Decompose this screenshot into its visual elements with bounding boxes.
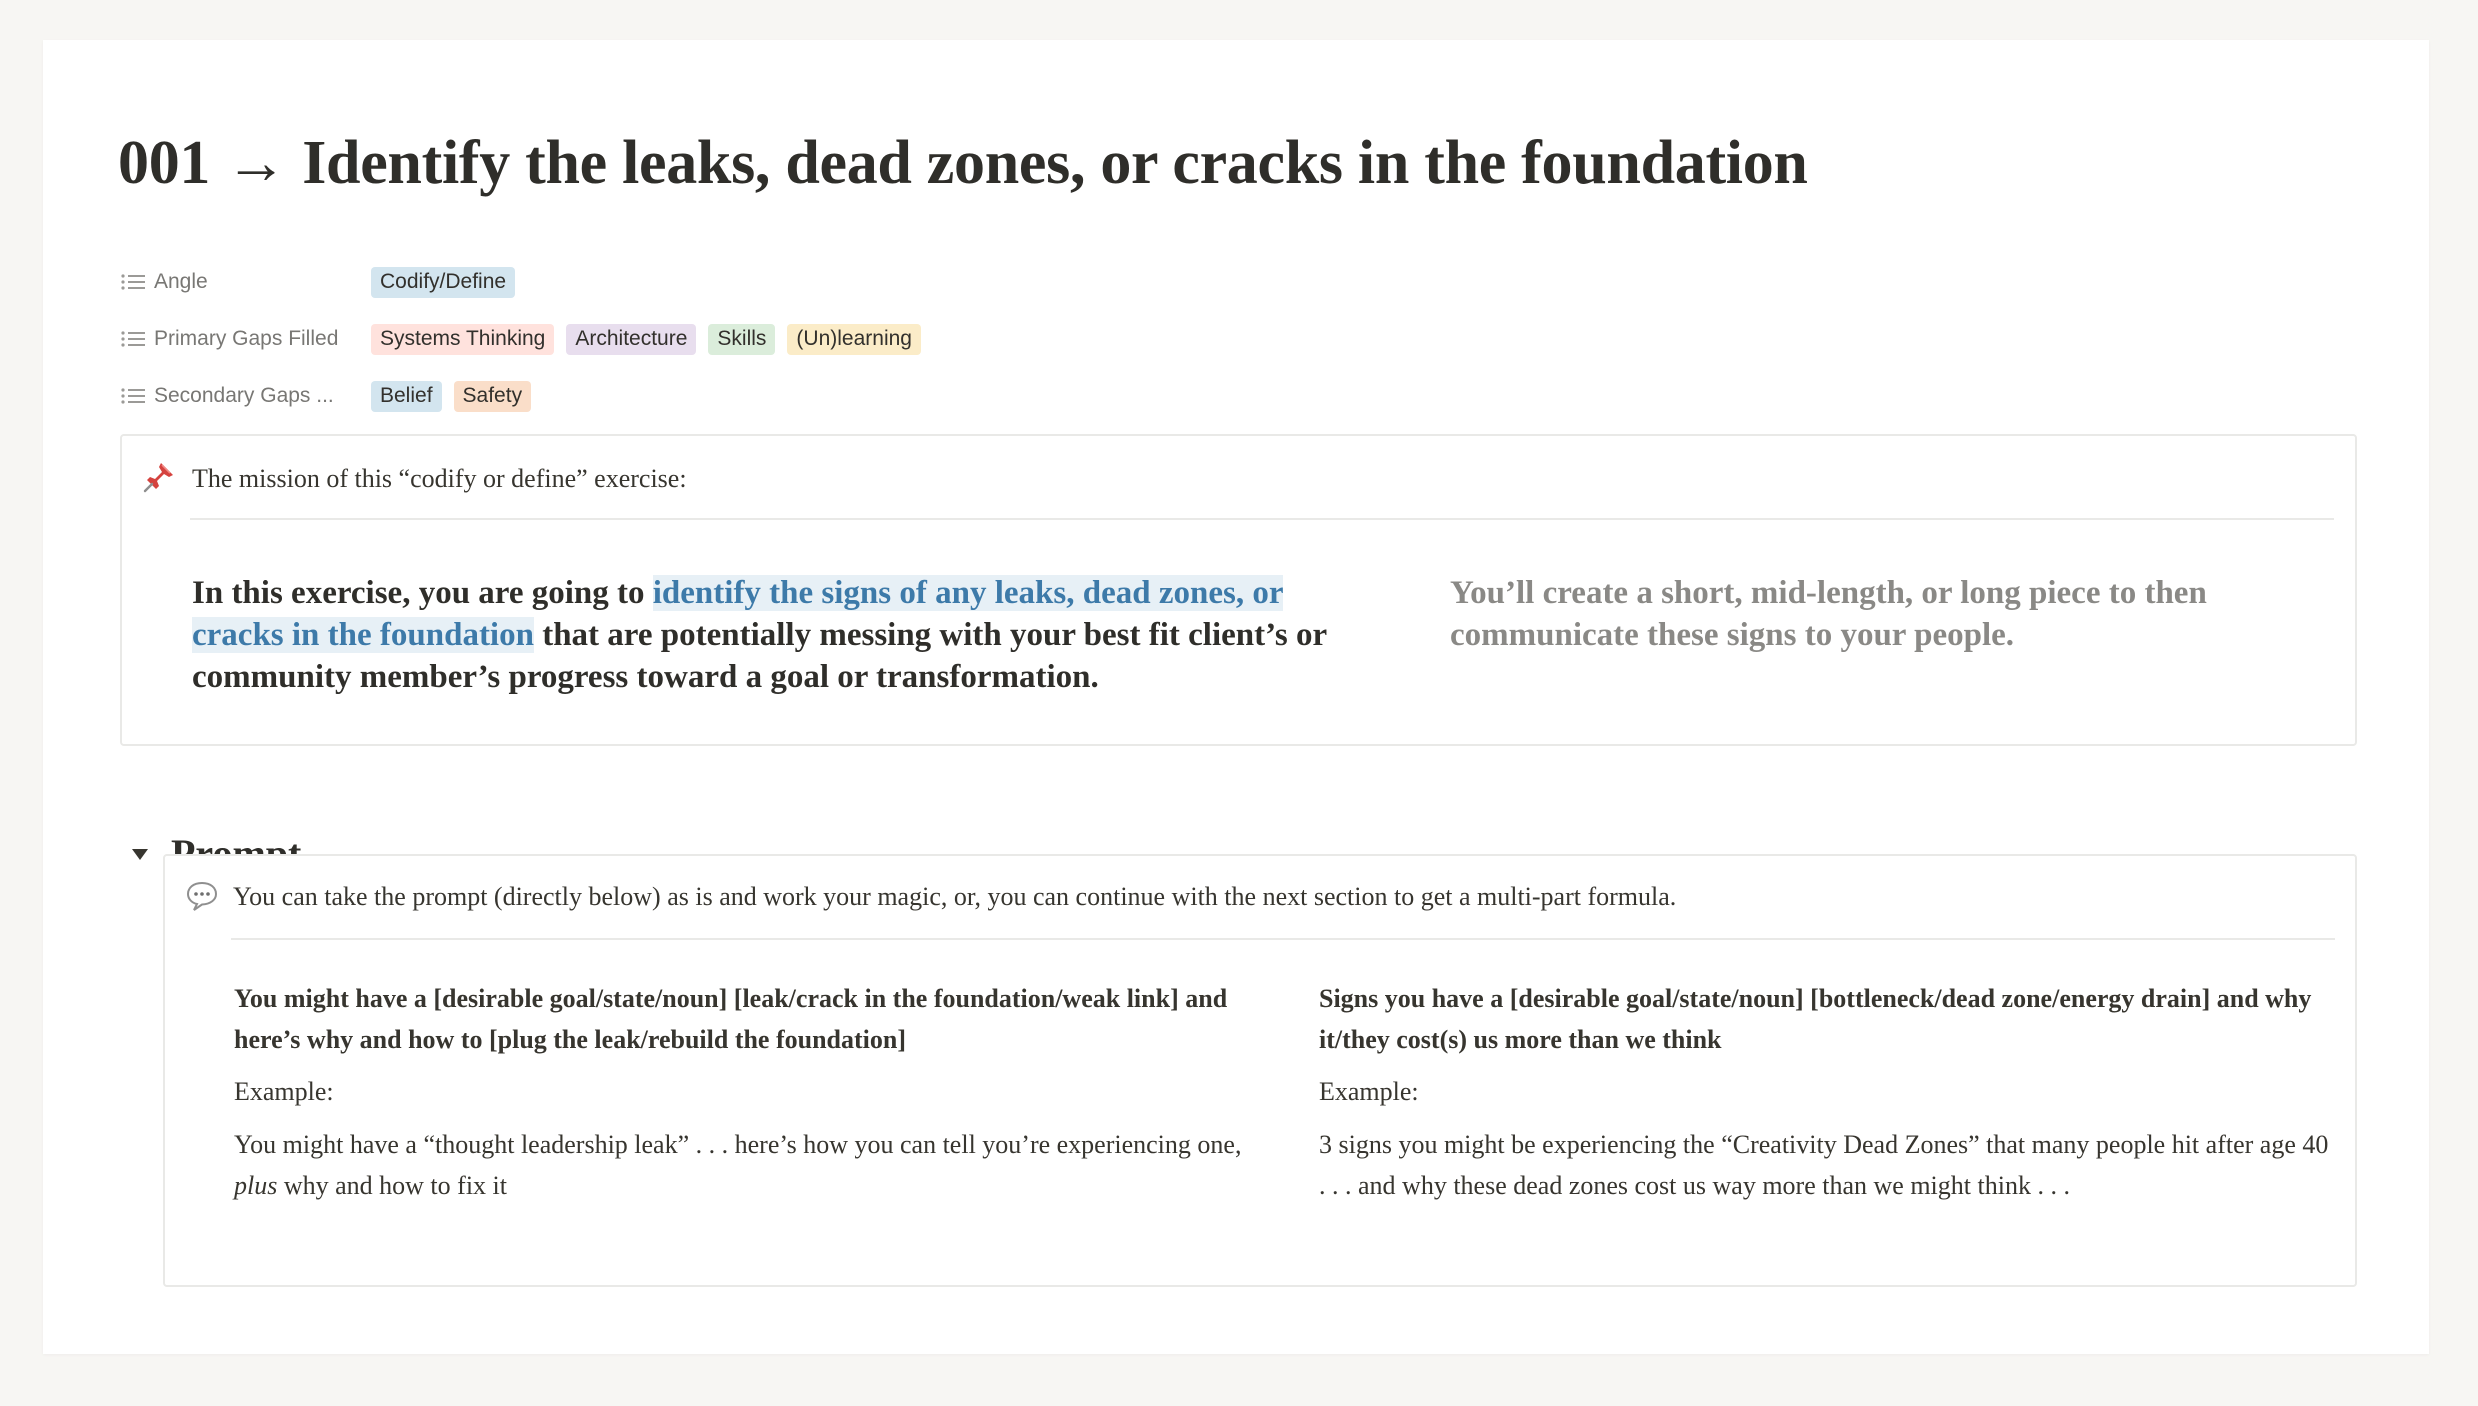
example-emphasis: plus [234, 1171, 278, 1200]
formula-text: Signs you have a [desirable goal/state/noun] [bottleneck/dead zone/energy drain] and why it/they cost(s) us more than we think [1319, 984, 2312, 1054]
example-label: Example: [234, 1077, 334, 1106]
mission-callout [120, 434, 2357, 746]
tag-safety: Safety [454, 381, 532, 412]
example-prefix: You might have a “thought leadership leak” . . . here’s how you can tell you’re experiencing one, [234, 1130, 1242, 1159]
tag-unlearning: (Un)learning [787, 324, 921, 355]
formula-text: You might have a [desirable goal/state/noun] [leak/crack in the foundation/weak link] and here’s why and how to [plug the leak/rebuild the foundation] [234, 984, 1228, 1054]
tag-skills: Skills [708, 324, 775, 355]
property-angle [118, 262, 921, 302]
property-key-label: Secondary Gaps ... [154, 384, 334, 407]
prompt-formula-right [1319, 978, 2329, 1206]
page-properties [118, 262, 921, 433]
triangle-down-icon[interactable] [129, 844, 151, 864]
divider [231, 938, 2335, 940]
example-label: Example: [1319, 1077, 1419, 1106]
example-suffix: why and how to fix it [277, 1171, 507, 1200]
tag-systems-thinking: Systems Thinking [371, 324, 554, 355]
example-text [234, 1124, 1254, 1206]
list-icon [120, 386, 146, 406]
property-primary-gaps [118, 319, 921, 359]
property-key[interactable] [118, 327, 371, 351]
property-value[interactable] [371, 324, 921, 355]
pushpin-icon[interactable] [142, 460, 176, 494]
notion-page [43, 40, 2429, 1354]
list-icon [120, 329, 146, 349]
callout-heading: You can take the prompt (directly below) as is and work your magic, or, you can continue with the next section to get a multi-part formula. [233, 882, 1677, 911]
tag-belief: Belief [371, 381, 442, 412]
mission-suffix: that are potentially messing with your best fit client’s or community member’s progress toward a goal or transformation. [192, 617, 1327, 695]
property-key[interactable] [118, 270, 371, 294]
page-title: 001 → Identify the leaks, dead zones, or cracks in the foundation [118, 129, 1808, 197]
prompt-formula-left [234, 978, 1254, 1206]
property-key-label: Angle [154, 270, 208, 293]
callout-heading: The mission of this “codify or define” exercise: [192, 464, 687, 493]
mission-highlight: identify the signs of any leaks, dead zones, or cracks in the foundation [192, 575, 1284, 653]
property-key-label: Primary Gaps Filled [154, 327, 339, 350]
mission-statement [192, 572, 1382, 698]
prompt-callout [163, 854, 2357, 1287]
property-value[interactable] [371, 381, 531, 412]
property-key[interactable] [118, 384, 371, 408]
mission-prefix: In this exercise, you are going to [192, 575, 653, 611]
speech-bubble-icon[interactable] [185, 880, 219, 912]
example-text: 3 signs you might be experiencing the “Creativity Dead Zones” that many people hit after age 40 . . . and why these dead zones cost us way more than we might think . . . [1319, 1130, 2329, 1200]
property-secondary-gaps [118, 376, 921, 416]
mission-outcome: You’ll create a short, mid-length, or long piece to then communicate these signs to your people. [1450, 575, 2207, 653]
tag-codify-define: Codify/Define [371, 267, 515, 298]
property-value[interactable] [371, 267, 515, 298]
list-icon [120, 272, 146, 292]
tag-architecture: Architecture [566, 324, 696, 355]
divider [190, 518, 2334, 520]
